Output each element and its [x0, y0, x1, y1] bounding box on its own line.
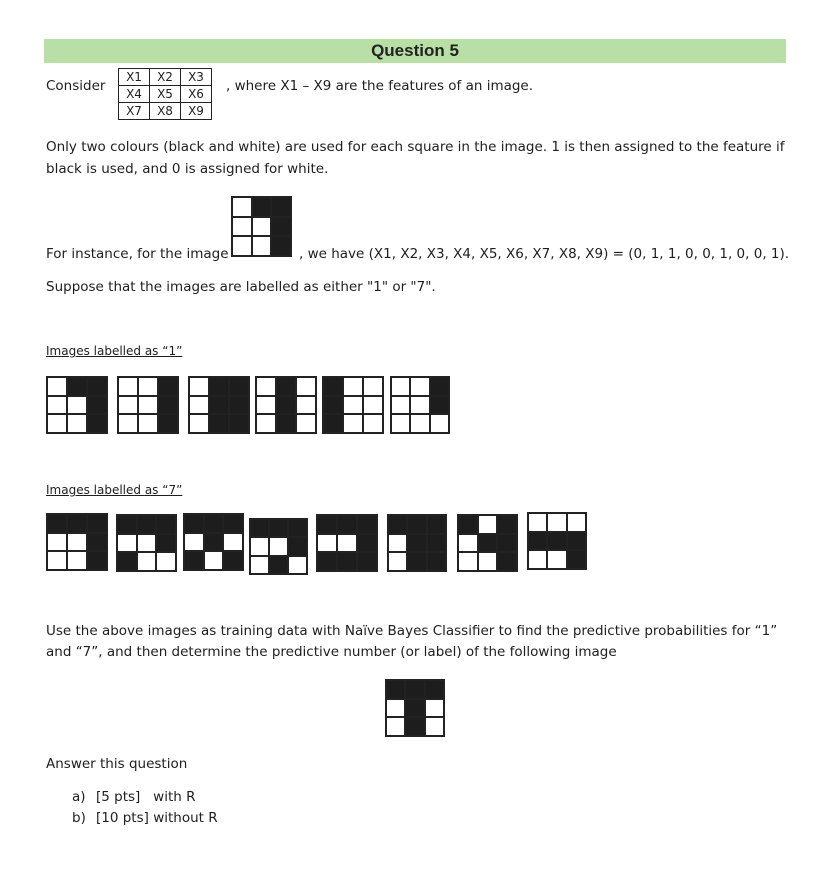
white-square [391, 396, 410, 415]
black-square [323, 414, 343, 433]
white-square [256, 414, 276, 433]
black-square [271, 236, 291, 256]
black-square [229, 396, 249, 415]
black-square [117, 515, 137, 534]
white-square [189, 414, 209, 433]
white-square [430, 414, 449, 433]
ones-heading: Images labelled as “1” [46, 344, 183, 358]
white-square [117, 534, 137, 553]
black-square [567, 550, 586, 569]
black-square [388, 515, 407, 534]
black-square [458, 515, 478, 534]
white-square [386, 699, 405, 718]
white-square [137, 534, 157, 553]
black-square [357, 552, 377, 571]
black-square [497, 552, 517, 571]
black-square [156, 515, 176, 534]
item-b-marker: b) [72, 810, 86, 826]
black-square [67, 514, 87, 533]
black-square [252, 197, 272, 217]
white-square [528, 513, 547, 532]
black-square [430, 396, 449, 415]
white-square [137, 552, 157, 571]
colour-explanation-line-2: black is used, and 0 is assigned for white. [46, 161, 329, 177]
feature-row [119, 69, 212, 86]
black-square [158, 396, 178, 415]
white-square [388, 534, 407, 553]
black-square [407, 552, 426, 571]
black-square [223, 514, 243, 533]
black-square [184, 514, 204, 533]
training-image-one [390, 376, 450, 434]
feature-cell: X6 [181, 86, 212, 103]
answer-heading: Answer this question [46, 756, 188, 772]
black-square [87, 377, 107, 396]
training-image-seven [116, 514, 177, 572]
task-line-2: and “7”, and then determine the predictive number (or label) of the following image [46, 644, 617, 660]
black-square [223, 551, 243, 570]
training-image-one [322, 376, 384, 434]
question-title: Question 5 [371, 41, 459, 60]
white-square [478, 515, 498, 534]
white-square [223, 533, 243, 552]
item-a-marker: a) [72, 789, 86, 805]
example-suffix: , we have (X1, X2, X3, X4, X5, X6, X7, X8, X9) = (0, 1, 1, 0, 0, 1, 0, 0, 1). [299, 246, 790, 262]
label-statement: Suppose that the images are labelled as either "1" or "7". [46, 279, 436, 295]
white-square [296, 396, 316, 415]
white-square [252, 217, 272, 237]
white-square [67, 551, 87, 570]
training-image-one [46, 376, 108, 434]
black-square [209, 377, 229, 396]
white-square [547, 550, 566, 569]
black-square [137, 515, 157, 534]
feature-table [118, 68, 212, 120]
white-square [363, 377, 383, 396]
training-image-one [255, 376, 317, 434]
black-square [269, 556, 288, 574]
black-square [497, 515, 517, 534]
white-square [296, 414, 316, 433]
question-header-bar [44, 39, 786, 63]
colour-explanation-line-1: Only two colours (black and white) are used for each square in the image. 1 is then assigned to the feature if [46, 139, 785, 155]
white-square [478, 552, 498, 571]
white-square [47, 533, 67, 552]
white-square [391, 377, 410, 396]
black-square [407, 534, 426, 553]
white-square [547, 513, 566, 532]
feature-row [119, 86, 212, 103]
sevens-heading: Images labelled as “7” [46, 483, 183, 497]
black-square [47, 514, 67, 533]
black-square [67, 377, 87, 396]
black-square [405, 717, 424, 736]
white-square [138, 377, 158, 396]
white-square [391, 414, 410, 433]
black-square [204, 514, 224, 533]
white-square [118, 377, 138, 396]
black-square [427, 552, 446, 571]
black-square [184, 551, 204, 570]
training-image-one [188, 376, 250, 434]
white-square [528, 550, 547, 569]
black-square [87, 533, 107, 552]
black-square [204, 533, 224, 552]
feature-cell: X1 [119, 69, 150, 86]
item-a-text: [5 pts] with R [96, 789, 196, 805]
white-square [252, 236, 272, 256]
white-square [343, 377, 363, 396]
training-image-seven [387, 514, 447, 572]
white-square [458, 552, 478, 571]
white-square [189, 377, 209, 396]
black-square [323, 377, 343, 396]
white-square [232, 236, 252, 256]
consider-label: Consider [46, 78, 106, 94]
black-square [478, 534, 498, 553]
black-square [317, 552, 337, 571]
black-square [117, 552, 137, 571]
white-square [67, 414, 87, 433]
item-b-text: [10 pts] without R [96, 810, 218, 826]
black-square [209, 414, 229, 433]
white-square [47, 551, 67, 570]
black-square [528, 532, 547, 551]
training-image-seven [527, 512, 587, 570]
white-square [386, 717, 405, 736]
black-square [87, 414, 107, 433]
black-square [547, 532, 566, 551]
white-square [388, 552, 407, 571]
black-square [87, 551, 107, 570]
white-square [317, 534, 337, 553]
black-square [229, 377, 249, 396]
white-square [47, 396, 67, 415]
white-square [337, 534, 357, 553]
training-image-one [117, 376, 179, 434]
white-square [288, 556, 307, 574]
query-image-grid [385, 679, 445, 737]
training-image-seven [457, 514, 518, 572]
black-square [269, 519, 288, 537]
feature-cell: X5 [150, 86, 181, 103]
black-square [357, 515, 377, 534]
black-square [357, 534, 377, 553]
black-square [288, 519, 307, 537]
black-square [250, 519, 269, 537]
black-square [276, 396, 296, 415]
white-square [118, 414, 138, 433]
black-square [407, 515, 426, 534]
black-square [497, 534, 517, 553]
white-square [458, 534, 478, 553]
white-square [156, 552, 176, 571]
black-square [386, 680, 405, 699]
black-square [87, 514, 107, 533]
white-square [296, 377, 316, 396]
feature-row [119, 103, 212, 120]
black-square [276, 414, 296, 433]
example-image-grid [231, 196, 292, 257]
white-square [67, 396, 87, 415]
white-square [250, 556, 269, 574]
white-square [118, 396, 138, 415]
feature-cell: X9 [181, 103, 212, 120]
white-square [363, 414, 383, 433]
white-square [184, 533, 204, 552]
black-square [156, 534, 176, 553]
example-prefix: For instance, for the image [46, 246, 229, 262]
black-square [317, 515, 337, 534]
black-square [425, 680, 444, 699]
white-square [67, 533, 87, 552]
feature-cell: X7 [119, 103, 150, 120]
feature-cell: X8 [150, 103, 181, 120]
white-square [343, 414, 363, 433]
white-square [425, 699, 444, 718]
black-square [323, 396, 343, 415]
white-square [204, 551, 224, 570]
feature-cell: X2 [150, 69, 181, 86]
black-square [87, 396, 107, 415]
white-square [232, 217, 252, 237]
white-square [47, 377, 67, 396]
black-square [271, 217, 291, 237]
black-square [427, 515, 446, 534]
task-line-1: Use the above images as training data with Naïve Bayes Classifier to find the predictive probabilities for “1” [46, 623, 778, 639]
black-square [276, 377, 296, 396]
training-image-seven [249, 518, 308, 575]
black-square [337, 515, 357, 534]
black-square [567, 532, 586, 551]
black-square [158, 414, 178, 433]
white-square [425, 717, 444, 736]
feature-cell: X4 [119, 86, 150, 103]
training-image-seven [316, 514, 378, 572]
black-square [229, 414, 249, 433]
white-square [256, 396, 276, 415]
white-square [410, 414, 429, 433]
white-square [567, 513, 586, 532]
black-square [209, 396, 229, 415]
black-square [288, 537, 307, 555]
black-square [271, 197, 291, 217]
feature-cell: X3 [181, 69, 212, 86]
white-square [47, 414, 67, 433]
black-square [158, 377, 178, 396]
training-image-seven [46, 513, 108, 571]
black-square [405, 699, 424, 718]
white-square [269, 537, 288, 555]
black-square [430, 377, 449, 396]
training-image-seven [183, 513, 244, 571]
white-square [410, 396, 429, 415]
black-square [427, 534, 446, 553]
white-square [343, 396, 363, 415]
white-square [138, 396, 158, 415]
white-square [250, 537, 269, 555]
white-square [232, 197, 252, 217]
black-square [405, 680, 424, 699]
white-square [189, 396, 209, 415]
white-square [410, 377, 429, 396]
white-square [256, 377, 276, 396]
consider-suffix: , where X1 – X9 are the features of an image. [226, 78, 534, 94]
black-square [337, 552, 357, 571]
white-square [363, 396, 383, 415]
white-square [138, 414, 158, 433]
